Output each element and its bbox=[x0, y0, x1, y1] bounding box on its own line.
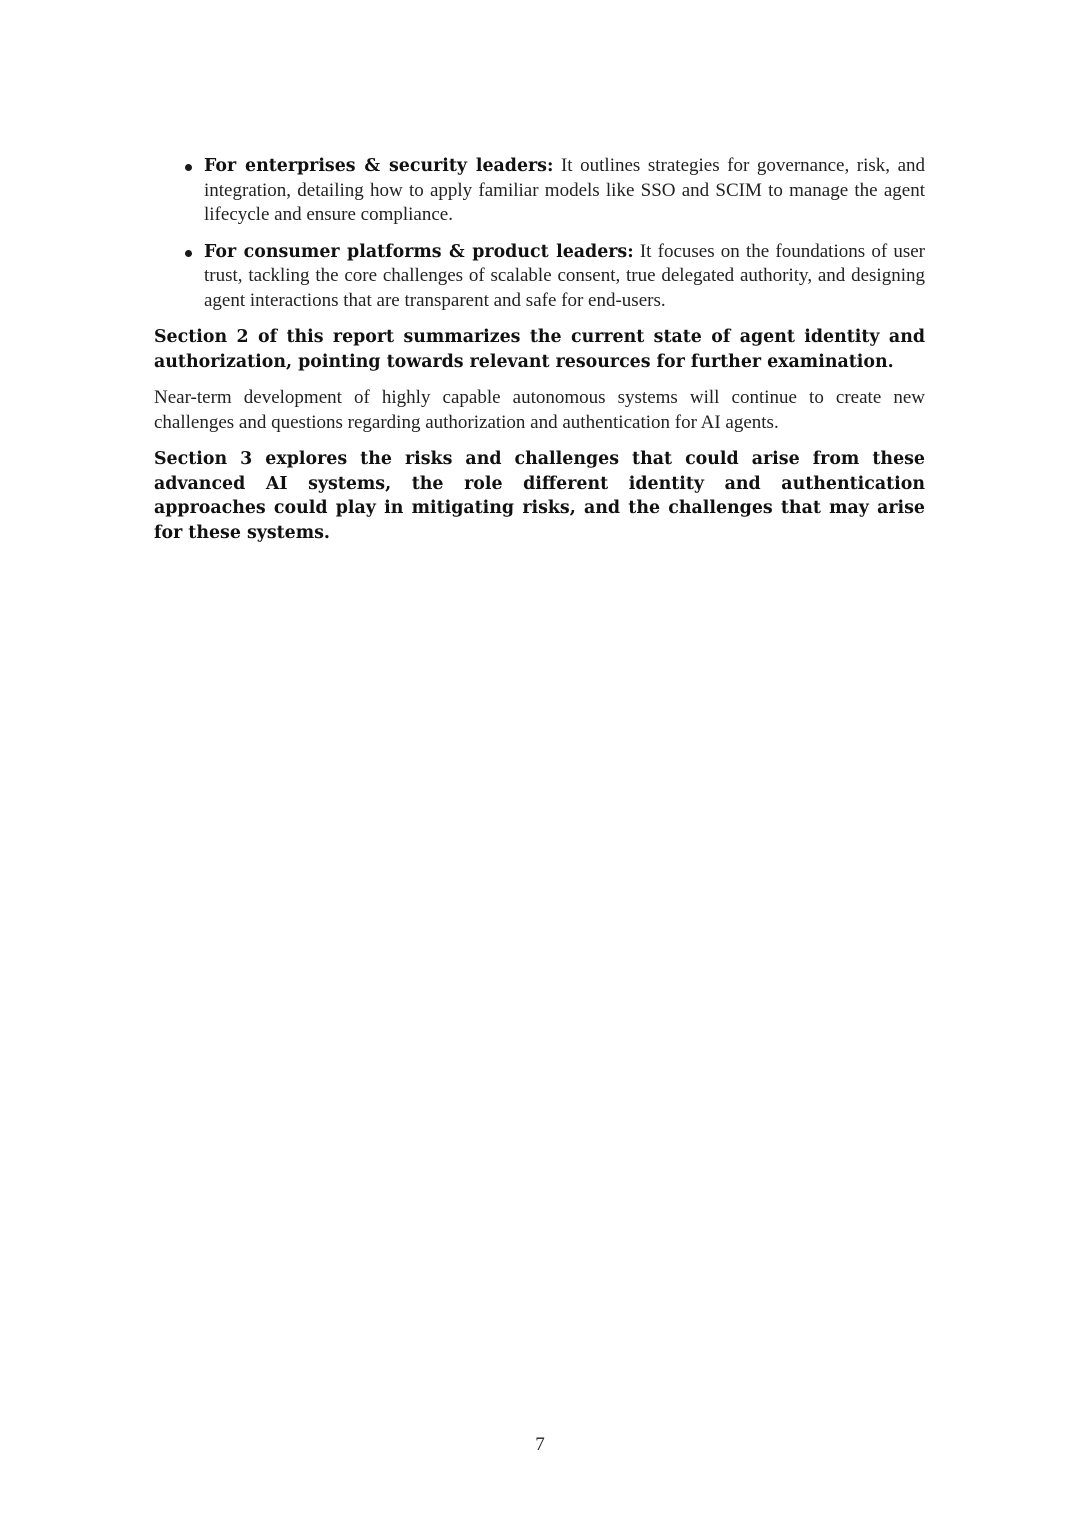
section3-summary: Section 3 explores the risks and challenges that could arise from these advanced AI systems, the role different identity and authentication approaches could play in mitigating risks, and the challenges that may arise for these systems. bbox=[154, 449, 925, 543]
bullet-icon bbox=[185, 250, 192, 257]
bullet-icon bbox=[185, 164, 192, 171]
audience-bullet-list bbox=[154, 154, 925, 313]
section2-summary: Section 2 of this report summarizes the current state of agent identity and authorization, pointing towards relevant resources for further examination. bbox=[154, 327, 925, 372]
bullet-lead: For enterprises & security leaders: bbox=[204, 156, 554, 176]
bullet-lead: For consumer platforms & product leaders: bbox=[204, 241, 634, 262]
list-item bbox=[154, 240, 925, 314]
bullet-text: It focuses on the foundations of user trust, tackling the core challenges of scalable consent, true delegated authority, and designing agent interactions that are transparent and safe for end-users. bbox=[204, 240, 925, 311]
near-term-paragraph: Near-term development of highly capable autonomous systems will continue to create new challenges and questions regarding authorization and authentication for AI agents. bbox=[154, 387, 925, 433]
bullet-text: It outlines strategies for governance, risk, and integration, detailing how to apply familiar models like SSO and SCIM to manage the agent lifecycle and ensure compliance. bbox=[204, 155, 926, 225]
page-number: 7 bbox=[535, 1434, 545, 1455]
list-item bbox=[154, 154, 925, 228]
page-content bbox=[154, 154, 925, 557]
